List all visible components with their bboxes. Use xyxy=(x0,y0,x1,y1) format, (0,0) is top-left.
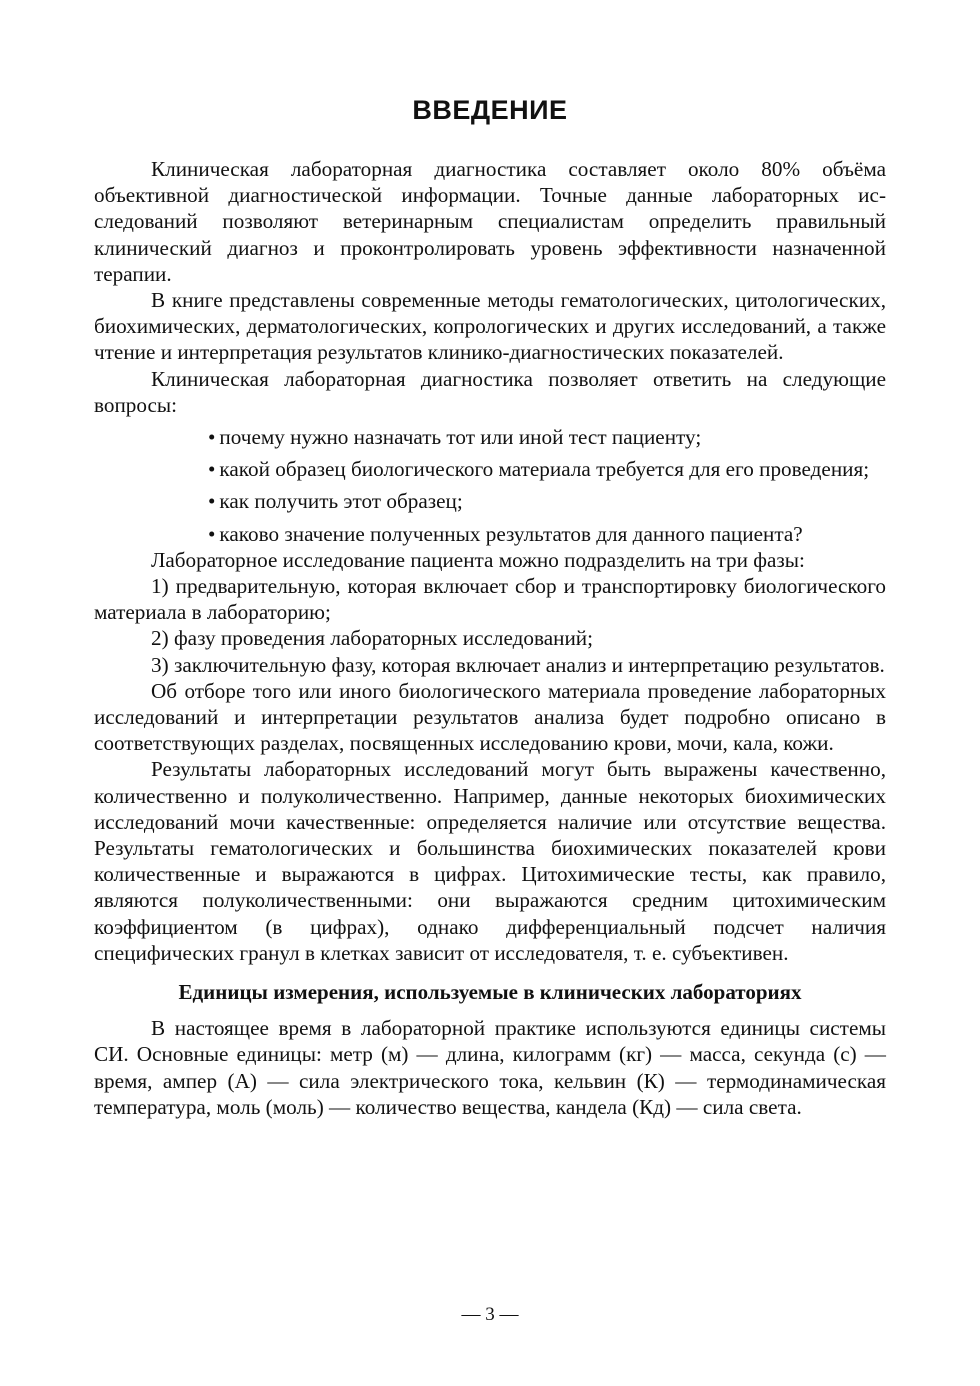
page-number: — 3 — xyxy=(461,1304,519,1325)
paragraph: Лабораторное исследование пациента можно подразделить на три фазы: xyxy=(151,547,805,572)
section-heading: Единицы измерения, используемые в клинических лабораториях xyxy=(178,980,802,1005)
paragraph: В настоящее время в лабораторной практике используются единицы системы СИ. Основные единицы: метр (м) — длина, килограмм (кг) — масса, секунда (с) — время, ампер (А) — сила электрического тока, кельвин (К) — термодинамическая температура, моль (моль) — количество вещества, кандела (Кд) — сила света. xyxy=(94,1016,886,1119)
bullet-text: как получить этот образец; xyxy=(219,489,463,514)
bullet-text: какой образец биологического материала требуется для его проведения; xyxy=(219,457,870,482)
phase-item: 1) предварительную, которая включает сбор и транспортировку биологического материала в лабораторию; xyxy=(94,574,886,625)
paragraph: В книге представлены современные методы гематологических, цитологических, биохимических, дерматологических, копрологических и других исследований, а также чтение и интерпретация результатов клинико-диагностических показателей. xyxy=(94,288,886,365)
bullet-icon: • xyxy=(208,521,216,546)
phase-item: 3) заключительную фазу, которая включает анализ и интерпретацию результатов. xyxy=(151,652,885,677)
page-title: ВВЕДЕНИЕ xyxy=(412,95,568,125)
paragraph: Об отборе того или иного биологического материала проведение лабораторных исследований и интерпретации результатов анализа будет подробно описано в соответствующих разделах, посвященных исследованию крови, мочи, кала, кожи. xyxy=(94,678,886,756)
body-text xyxy=(94,156,886,1120)
bullet-text: почему нужно назначать тот или иной тест пациенту; xyxy=(219,425,702,450)
bullet-text: каково значение полученных результатов для данного пациента? xyxy=(219,521,803,546)
paragraph: Результаты лабораторных исследований могут быть выражены качественно, количественно и полуколичественно. Например, данные некоторых биохимических исследований мочи качественные: определяется наличие или отсутствие вещества. Результаты гематологических и большинства биохимических показателей крови количественные и выражаются в цифрах. Цитохимические тесты, как правило, являются полуколичественными: они выражаются средним цитохимическим коэффициентом (в цифрах), однако дифференциальный подсчет наличия специфических гранул в клетках зависит от исследователя, т. е. субъективен. xyxy=(94,757,886,965)
bullet-item xyxy=(94,424,886,450)
bullet-icon: • xyxy=(208,425,216,450)
bullet-item xyxy=(94,521,886,547)
paragraph: Клиническая лабораторная диагностика позволяет ответить на следующие вопросы: xyxy=(94,366,886,417)
phase-item: 2) фазу проведения лабораторных исследований; xyxy=(151,626,594,651)
bullet-icon: • xyxy=(208,489,216,514)
bullet-icon: • xyxy=(208,457,216,482)
paragraph: Клиническая лабораторная диагностика составляет около 80% объёма объективной диагностической информации. Точные данные лабораторных исследований позволяют ветеринарным специалистам определить правильный клинический диагноз и проконтролировать уровень эффективности назначенной терапии. xyxy=(94,157,886,286)
bullet-item xyxy=(94,456,886,482)
bullet-item xyxy=(94,488,886,514)
